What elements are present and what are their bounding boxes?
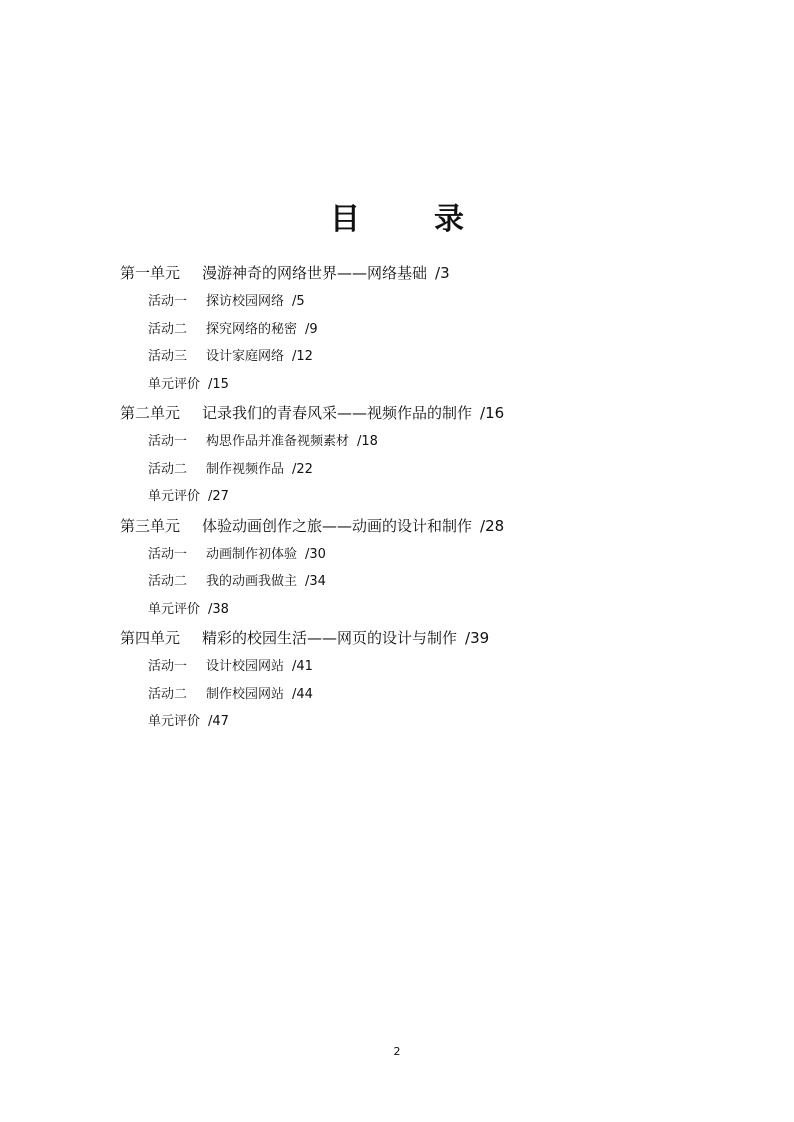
toc-item[interactable] <box>120 288 740 316</box>
toc-unit-3[interactable] <box>120 511 740 541</box>
unit-label: 第四单元 <box>120 629 181 647</box>
activity-label: 活动二 <box>148 686 188 702</box>
activity-title: 单元评价 <box>148 489 201 504</box>
activity-title: 构思作品并准备视频素材 <box>206 434 350 449</box>
toc-item-unit-evaluation[interactable] <box>120 596 740 624</box>
toc-item-unit-evaluation[interactable] <box>120 708 740 736</box>
page-ref: /41 <box>292 659 313 674</box>
page-ref: /9 <box>305 321 318 337</box>
page-ref: /38 <box>208 601 229 617</box>
unit-title: 记录我们的青春风采——视频作品的制作 <box>202 404 473 422</box>
activity-title: 单元评价 <box>148 601 201 617</box>
toc-unit-4[interactable] <box>120 623 740 653</box>
unit-label: 第二单元 <box>120 404 181 422</box>
toc-item[interactable] <box>120 568 740 596</box>
activity-title: 探访校园网络 <box>206 294 285 309</box>
page-ref: /22 <box>292 461 313 477</box>
unit-title: 体验动画创作之旅——动画的设计和制作 <box>202 516 473 535</box>
unit-title: 精彩的校园生活——网页的设计与制作 <box>202 629 458 647</box>
activity-title: 单元评价 <box>148 714 201 729</box>
page-ref: /16 <box>480 404 505 422</box>
activity-title: 制作校园网站 <box>206 686 285 702</box>
toc-item-unit-evaluation[interactable] <box>120 371 740 399</box>
activity-title: 我的动画我做主 <box>206 574 298 589</box>
page-ref: /12 <box>292 349 313 364</box>
page-ref: /3 <box>435 264 450 282</box>
page-ref: /44 <box>292 686 313 702</box>
toc-item[interactable] <box>120 653 740 681</box>
unit-label: 第一单元 <box>120 264 181 282</box>
activity-title: 动画制作初体验 <box>206 546 298 562</box>
toc-item[interactable] <box>120 428 740 456</box>
page-ref: /30 <box>305 546 326 562</box>
unit-label: 第三单元 <box>120 516 181 535</box>
page-ref: /47 <box>208 714 229 729</box>
page-ref: /27 <box>208 489 229 504</box>
page-number: 2 <box>393 1045 401 1058</box>
toc-unit-2[interactable] <box>120 398 740 428</box>
toc-unit-1[interactable] <box>120 258 740 288</box>
activity-title: 设计家庭网络 <box>206 349 285 364</box>
activity-title: 设计校园网站 <box>206 659 285 674</box>
activity-label: 活动二 <box>148 461 188 477</box>
activity-label: 活动一 <box>148 434 188 449</box>
toc-item[interactable] <box>120 456 740 484</box>
activity-label: 活动三 <box>148 349 188 364</box>
activity-label: 活动一 <box>148 659 188 674</box>
toc-item[interactable] <box>120 681 740 709</box>
page-ref: /28 <box>480 516 505 535</box>
toc-item[interactable] <box>120 343 740 371</box>
activity-label: 活动二 <box>148 321 188 337</box>
activity-title: 制作视频作品 <box>206 461 285 477</box>
page-ref: /15 <box>208 376 229 392</box>
page-ref: /34 <box>305 574 326 589</box>
activity-label: 活动一 <box>148 546 188 562</box>
page-ref: /18 <box>357 434 378 449</box>
toc-item-unit-evaluation[interactable] <box>120 483 740 511</box>
activity-label: 活动一 <box>148 294 188 309</box>
toc-item[interactable] <box>120 316 740 344</box>
page-ref: /5 <box>292 294 305 309</box>
unit-title: 漫游神奇的网络世界——网络基础 <box>202 264 428 282</box>
activity-title: 探究网络的秘密 <box>206 321 298 337</box>
table-of-contents <box>120 258 740 736</box>
activity-title: 单元评价 <box>148 376 201 392</box>
page-title: 目 录 <box>330 202 486 237</box>
page-ref: /39 <box>465 629 490 647</box>
activity-label: 活动二 <box>148 574 188 589</box>
toc-item[interactable] <box>120 541 740 569</box>
